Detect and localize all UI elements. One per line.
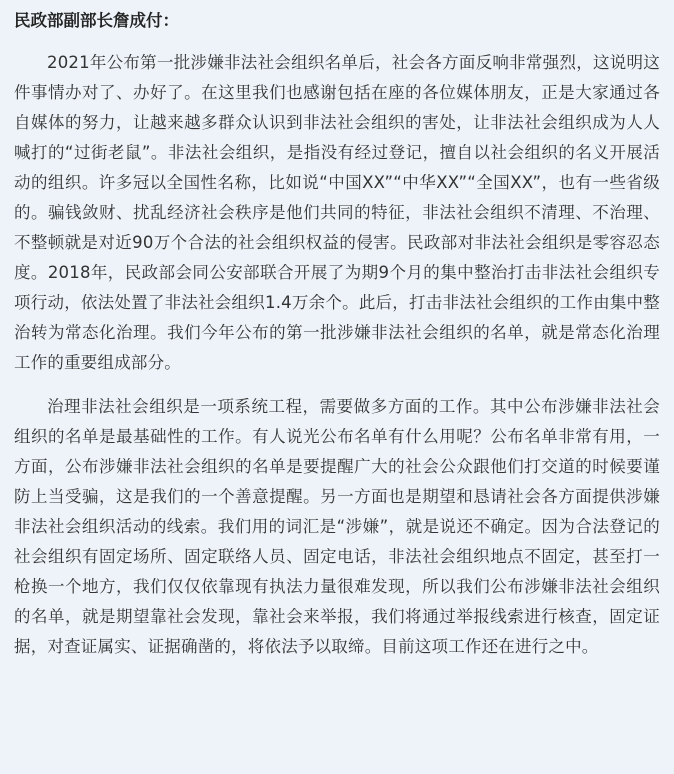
speaker-heading: 民政部副部长詹成付：: [14, 11, 179, 30]
paragraph-1: 2021年公布第一批涉嫌非法社会组织名单后，社会各方面反响非常强烈，这说明这件事情办对了、办好了。在这里我们也感谢包括在座的各位媒体朋友，正是大家通过各自媒体的努力，让越来越多群众认识到非法社会组织的害处，让非法社会组织成为人人喊打的“过街老鼠”。非法社会组织，是指没有经过登记，擅自以社会组织的名义开展活动的组织。许多冠以全国性名称，比如说“中国XX”“中华XX”“全国XX”，也有一些省级的。骗钱敛财、扰乱经济社会秩序是他们共同的特征，非法社会组织不清理、不治理、不整顿就是对近90万个合法的社会组织权益的侵害。民政部对非法社会组织是零容忍态度。2018年，民政部会同公安部联合开展了为期9个月的集中整治打击非法社会组织专项行动，依法处置了非法社会组织1.4万余个。此后，打击非法社会组织的工作由集中整治转为常态化治理。我们今年公布的第一批涉嫌非法社会组织的名单，就是常态化治理工作的重要组成部分。: [14, 53, 660, 372]
paragraph-2: 治理非法社会组织是一项系统工程，需要做多方面的工作。其中公布涉嫌非法社会组织的名单是最基础性的工作。有人说光公布名单有什么用呢？公布名单非常有用，一方面，公布涉嫌非法社会组织的名单是要提醒广大的社会公众跟他们打交道的时候要谨防上当受骗，这是我们的一个善意提醒。另一方面也是期望和恳请社会各方面提供涉嫌非法社会组织活动的线索。我们用的词汇是“涉嫌”，就是说还不确定。因为合法登记的社会组织有固定场所、固定联络人员、固定电话，非法社会组织地点不固定，甚至打一枪换一个地方，我们仅仅依靠现有执法力量很难发现，所以我们公布涉嫌非法社会组织的名单，就是期望靠社会发现，靠社会来举报，我们将通过举报线索进行核查，固定证据，对查证属实、证据确凿的，将依法予以取缔。目前这项工作还在进行之中。: [14, 397, 660, 656]
